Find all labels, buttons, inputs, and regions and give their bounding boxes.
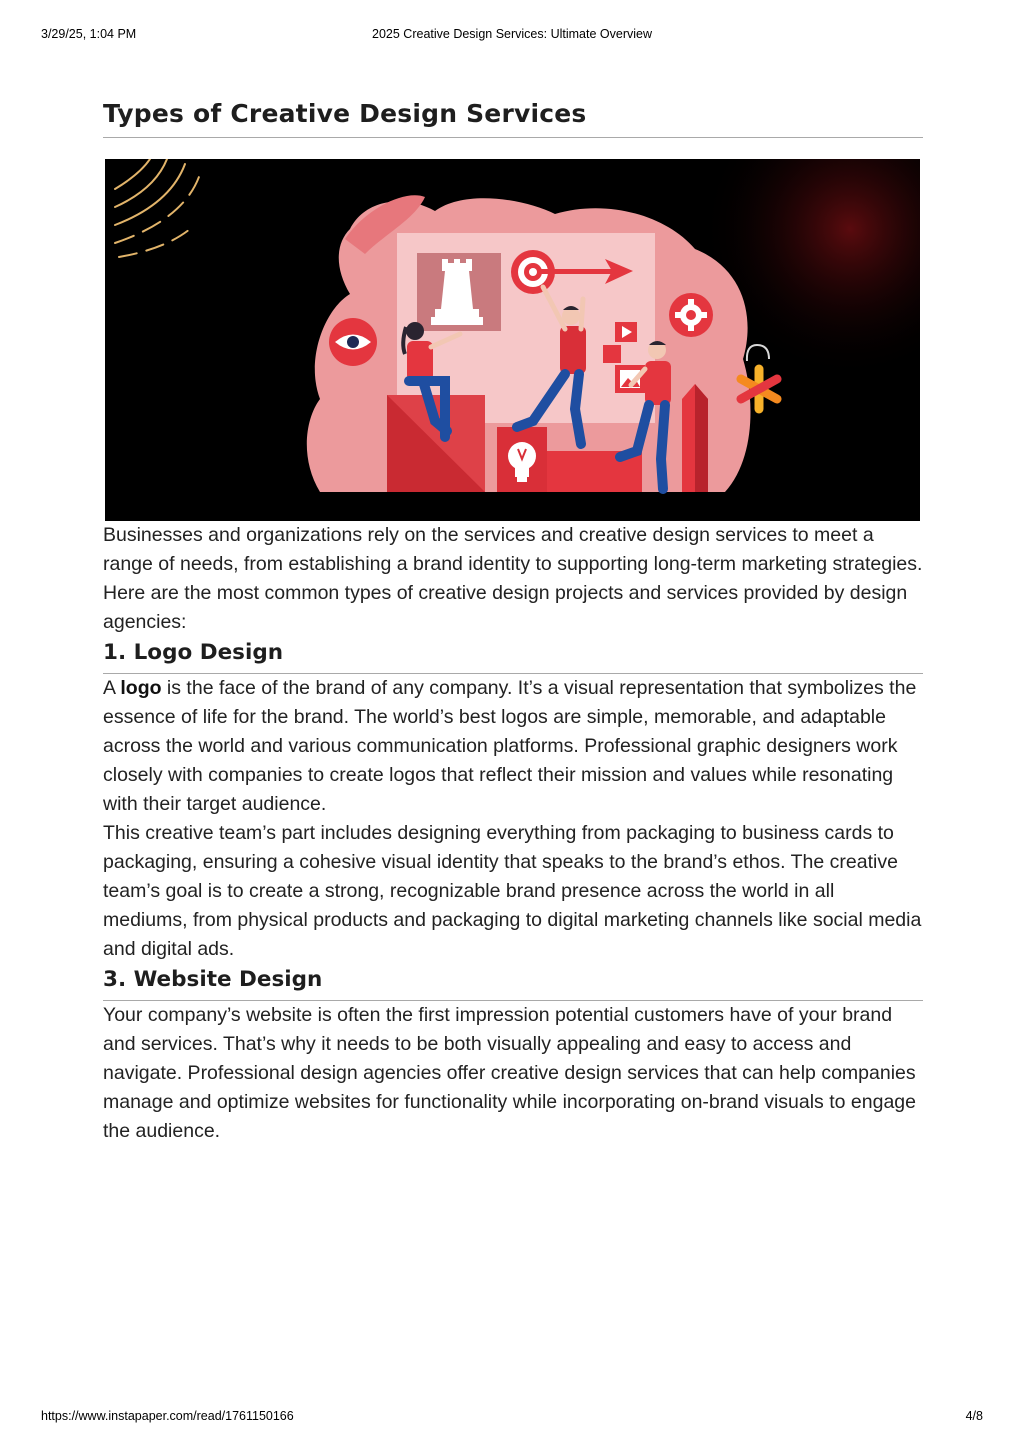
article bbox=[103, 95, 923, 1146]
print-header bbox=[41, 27, 983, 43]
print-footer bbox=[41, 1409, 983, 1425]
play-icon bbox=[615, 322, 637, 342]
logo-paragraph-1 bbox=[103, 674, 923, 819]
intro-paragraph: Businesses and organizations rely on the services and creative design services to meet a range of needs, from establishing a brand identity to supporting long-term marketing strategies. Here are the most common types of creative design projects and services provided by design agencies: bbox=[103, 524, 923, 633]
hero-illustration bbox=[105, 159, 920, 521]
hero-illustration-svg bbox=[105, 159, 920, 521]
website-paragraph: Your company’s website is often the first impression potential customers have of your brand and services. That’s why it needs to be both visually appealing and easy to access and navigate. Professional design agencies offer creative design services that can help companies manage and optimize websites for functionality while incorporating on-brand visuals to engage the audience. bbox=[103, 1004, 916, 1142]
logo-paragraph-prefix: A bbox=[103, 677, 121, 699]
page-number: 4/8 bbox=[965, 1409, 983, 1423]
print-url: https://www.instapaper.com/read/1761150166 bbox=[41, 1409, 294, 1423]
website-design-heading: 3. Website Design bbox=[103, 964, 923, 1001]
print-date: 3/29/25, 1:04 PM bbox=[41, 27, 137, 41]
logo-paragraph-2: This creative team’s part includes designing everything from packaging to business cards to packaging, ensuring a cohesive visual identity that speaks to the brand’s ethos. The creative team’s goal is to create a strong, recognizable brand presence across the world in all mediums, from physical products and packaging to digital marketing channels like social media and digital ads. bbox=[103, 822, 922, 960]
media-tile bbox=[603, 345, 621, 363]
logo-design-heading: 1. Logo Design bbox=[103, 637, 923, 674]
eye-icon bbox=[329, 318, 377, 366]
logo-keyword: logo bbox=[120, 677, 162, 699]
section-title: Types of Creative Design Services bbox=[103, 95, 923, 138]
gear-icon bbox=[669, 293, 713, 337]
print-doc-title: 2025 Creative Design Services: Ultimate Overview bbox=[372, 27, 652, 41]
photo-icon bbox=[615, 365, 645, 393]
logo-paragraph-rest: is the face of the brand of any company. It’s a visual representation that symbolizes the essence of life for the brand. The world’s best logos are simple, memorable, and adaptable across the world and various communication platforms. Professional graphic designers work closely with companies to create logos that reflect their mission and values while resonating with their target audience. bbox=[103, 677, 917, 815]
